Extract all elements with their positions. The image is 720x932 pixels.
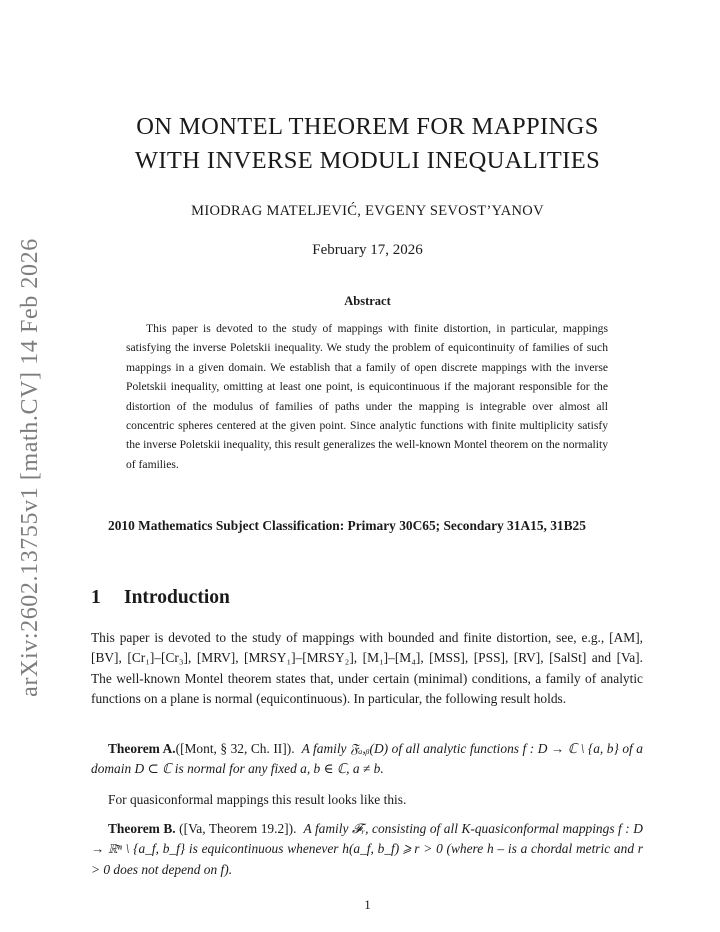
theorem-a-label: Theorem A.	[108, 741, 176, 756]
title-line: ON MONTEL THEOREM FOR MAPPINGS	[136, 113, 599, 140]
title-line: WITH INVERSE MODULI INEQUALITIES	[134, 147, 601, 174]
theorem-a	[91, 739, 643, 780]
section-number: 1	[91, 587, 101, 608]
theorem-b	[91, 819, 643, 880]
theorem-b-label: Theorem B.	[108, 821, 176, 836]
author-list: MIODRAG MATELJEVIĆ, EVGENY SEVOST’YANOV	[191, 203, 544, 219]
section-heading	[91, 587, 230, 609]
abstract-text: This paper is devoted to the study of mappings with finite distortion, in particular, mappings satisfying the inverse Poletskii inequality. We study the problem of equicontinuity of families of such mappings in a given domain. We establish that a family of open discrete mappings with the inverse Poletskii inequality, omitting at least one point, is equicontinuous if the majorant responsible for the distortion of the modulus of families of paths under the mapping is integrable over almost all concentric spheres centered at the given point. Since analytic functions with finite multiplicity satisfy the inverse Poletskii inequality, this result generalizes the well-known Montel theorem on the normality of families.	[126, 322, 608, 471]
theorem-a-statement: A family 𝔉ₐ,ᵦ(D) of all analytic functions f : D → ℂ \ {a, b} of a domain D ⊂ ℂ is normal for any fixed a, b ∈ ℂ, a ≠ b.	[91, 741, 643, 777]
arxiv-identifier-stamp	[8, 237, 52, 697]
abstract-heading: Abstract	[344, 294, 391, 308]
theorem-a-citation: ([Mont, § 32, Ch. II]).	[175, 741, 295, 756]
theorem-b-citation: ([Va, Theorem 19.2]).	[179, 821, 297, 836]
publication-date: February 17, 2026	[312, 242, 423, 258]
quasiconformal-paragraph: For quasiconformal mappings this result looks like this.	[108, 792, 407, 807]
page-number: 1	[364, 897, 371, 912]
intro-paragraph: This paper is devoted to the study of mappings with bounded and finite distortion, see, e.g., [AM], [BV], [Cr₁]–[Cr₃], [MRV], [MRSY₁]–[MRSY₂], [M₁]–[M₄], [MSS], [PSS], [RV], [SalSt] and [Va]. The well-known Montel theorem states that, under certain (minimal) conditions, a family of analytic functions on a plane is normal (equicontinuous). In particular, the following result holds.	[91, 630, 643, 707]
msc-classification: 2010 Mathematics Subject Classification: Primary 30C65; Secondary 31A15, 31B25	[108, 518, 586, 533]
theorem-b-statement: A family 𝓕ᵣ, consisting of all K-quasiconformal mappings f : D → ℝ̄ⁿ \ {a_f, b_f} is equicontinuous whenever h(a_f, b_f) ⩾ r > 0 (where h – is a chordal metric and r > 0 does not depend on f).	[91, 821, 643, 877]
arxiv-identifier-text: arXiv:2602.13755v1 [math.CV] 14 Feb 2026	[16, 237, 43, 697]
paper-title	[60, 110, 675, 178]
section-title: Introduction	[124, 587, 230, 608]
